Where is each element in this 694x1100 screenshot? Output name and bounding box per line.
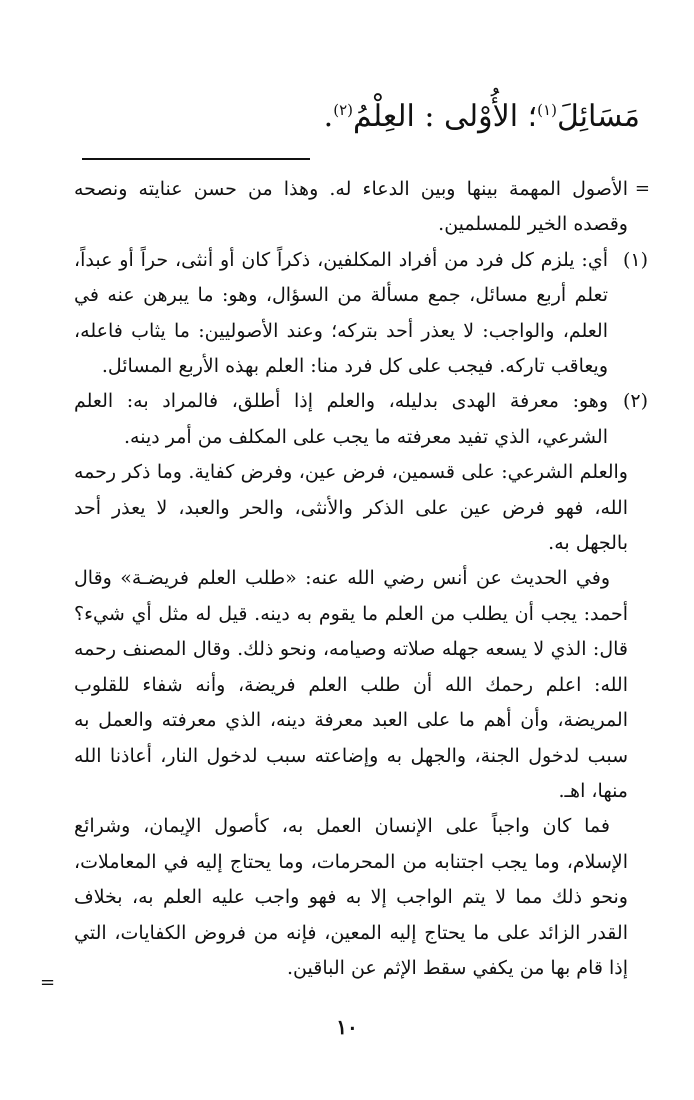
continued-footnote: الأصول المهمة بينها وبين الدعاء له. وهذا من حسن عنايته ونصحه وقصده الخير للمسلمين.: [74, 178, 628, 236]
paragraph: والعلم الشرعي: على قسمين، فرض عين، وفرض كفاية. وما ذكر رحمه الله، فهو فرض عين على الذكر والأنثى، والحر والعبد، لا يعذر أحد بالجهل به.: [74, 461, 628, 555]
footnote-1: [74, 243, 648, 385]
footnote-number-2: (٢): [622, 390, 648, 413]
footnote-text-2: وهو: معرفة الهدى بدليله، والعلم إذا أطلق، فالمراد به: العلم الشرعي، الذي تفيد معرفته ما يجب على المكلف من أمر دينه.: [74, 390, 608, 448]
heading-word-masail: مَسَائِلَ: [556, 99, 640, 134]
paragraph: وفي الحديث عن أنس رضي الله عنه: «طلب العلم فريضـة» وقال أحمد: يجب أن يطلب من العلم ما يقوم به دينه. قيل له مثل أي شيء؟ قال: الذي لا يسعه جهله صلاته وصيامه، ونحو ذلك. وقال المصنف رحمه الله: اعلم رحمك الله أن طلب العلم فريضة، وأنه شفاء للقلوب المريضة، وأن أهم ما على العبد معرفة دينه، الذي معرفته والعمل به سبب لدخول الجنة، والجهل به وإضاعته سبب لدخول النار، أعاذنا الله منها، اهـ.: [74, 567, 628, 802]
page-number: ١٠: [336, 1015, 358, 1039]
paragraph: فما كان واجباً على الإنسان العمل به، كأصول الإيمان، وشرائع الإسلام، وما يجب اجتنابه من المحرمات، وما يحتاج إليه في المعاملات، ونحو ذلك مما لا يتم الواجب إلا به فهو واجب عليه العلم به، بخلاف القدر الزائد على ما يحتاج إليه المعين، فإنه من فروض الكفايات، التي إذا قام بها من يكفي سقط الإثم عن الباقين.: [74, 815, 628, 979]
footnotes-body: [74, 172, 648, 986]
continuation-mark: =: [634, 178, 650, 199]
end-continuation-mark: =: [40, 972, 56, 993]
heading-first-ilm: ؛ الأُوْلى : العِلْمُ: [352, 99, 538, 134]
footnote-number-1: (١): [622, 248, 648, 271]
footnote-2: [74, 384, 648, 455]
footnote-ref-2: (٢): [333, 101, 353, 119]
footnote-ref-1: (١): [537, 101, 557, 119]
footnote-separator: [82, 158, 310, 160]
heading-period: .: [323, 99, 334, 134]
footnote-text-1: أي: يلزم كل فرد من أفراد المكلفين، ذكراً كان أو أنثى، حراً أو عبداً، تعلم أربع مسائل، جمع مسألة من السؤال، وهو: ما يبرهن عنه في العلم، والواجب: لا يعذر أحد بتركه؛ وعند الأصوليين: ما يثاب فاعله، ويعاقب تاركه. فيجب على كل فرد منا: العلم بهذه الأربع المسائل.: [74, 248, 608, 378]
section-heading: [80, 96, 640, 138]
